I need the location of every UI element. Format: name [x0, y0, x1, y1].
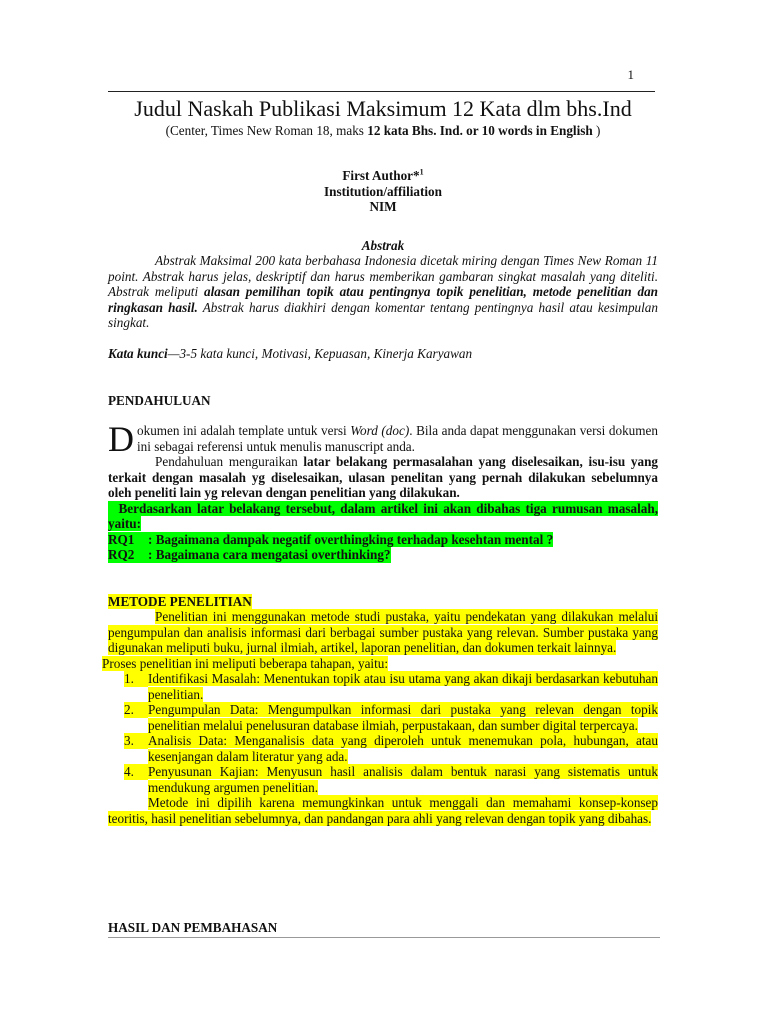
author-block [108, 168, 658, 215]
intro-paragraph-1 [108, 419, 658, 459]
method-p1-text: Penelitian ini menggunakan metode studi pustaka, yaitu pendekatan yang dilakukan melalui pengumpulan dan analisis informasi dari berbagai sumber pustaka yang relevan. Sumber pustaka yang digunakan meliputi buku, jurnal ilmiah, artikel, laporan penelitian, dan dokumen terkait lainnya. [108, 609, 658, 655]
keywords-label: Kata kunci [108, 346, 168, 361]
research-question-2 [108, 547, 658, 563]
intro-paragraph-2 [108, 454, 658, 501]
step-4-text: Penyusunan Kajian: Menyusun hasil analisis dalam bentuk narasi yang sistematis untuk mendukung argumen penelitian. [148, 764, 658, 795]
introduction-body [108, 419, 659, 563]
title-instructions-end: ) [592, 123, 601, 138]
intro-p1-italic: Word (doc) [350, 423, 410, 438]
rq1-label: RQ1 [108, 531, 135, 547]
rq2-label: RQ2 [108, 547, 135, 562]
method-heading-text: METODE PENELITIAN [108, 593, 252, 609]
method-paragraph-1 [108, 609, 658, 656]
intro-p1-text-a: okumen ini adalah template untuk versi [137, 423, 351, 438]
document-body [102, 96, 659, 826]
step-3-text: Analisis Data: Menganalisis data yang diperoleh untuk menemukan pola, hubungan, atau kesenjangan dalam literatur yang ada. [148, 733, 658, 764]
footer-rule [108, 937, 660, 938]
abstract-paragraph [108, 253, 658, 331]
rq1-highlight [108, 532, 553, 548]
drop-cap: D [108, 419, 134, 459]
step-2-number: 2. [124, 702, 148, 718]
keywords-line [108, 346, 658, 362]
step-1-number: 1. [124, 671, 148, 687]
title-instructions-bold: 12 kata Bhs. Ind. or 10 words in English [367, 123, 593, 138]
step-3-number: 3. [124, 733, 148, 749]
header-rule [108, 91, 655, 92]
title-instructions [108, 123, 658, 138]
author-institution: Institution/affiliation [324, 183, 442, 199]
method-closing-text: Metode ini dipilih karena memungkinkan untuk menggali dan memahami konsep-konsep teoritis, hasil penelitian sebelumnya, dan pandangan para ahli yang relevan dengan topik yang dibahas. [108, 795, 658, 826]
list-item [108, 671, 658, 702]
section-heading-introduction: PENDAHULUAN [108, 392, 211, 408]
method-steps-intro-text: Proses penelitian ini meliputi beberapa tahapan, yaitu: [102, 655, 389, 671]
author-nim: NIM [369, 199, 397, 214]
research-question-1 [108, 532, 658, 548]
method-body [102, 609, 658, 826]
intro-paragraph-3 [108, 501, 658, 532]
author-name-text: First Author* [342, 168, 420, 183]
list-item [108, 733, 658, 764]
abstract-text-bold: alasan pemilihan topik atau pentingnya topik penelitian, metode penelitian dan ringkasan hasil. [108, 284, 658, 315]
rq1-text: : Bagaimana dampak negatif overthingking terhadap kesehtan mental ? [148, 531, 554, 547]
author-affiliation-mark: 1 [419, 167, 424, 177]
title-instructions-text: (Center, Times New Roman 18, maks [165, 123, 368, 138]
author-name [108, 168, 658, 184]
method-steps-intro [102, 656, 658, 672]
intro-p2-bold: latar belakang permasalahan yang diselesaikan, isu-isu yang terkait dengan masalah yg diselesaikan, ulasan penelitan yang pernah dilakukan sebelumnya oleh peneliti lain yg relevan dengan penelitian yang dilakukan. [108, 454, 659, 500]
method-steps-list [108, 671, 658, 795]
section-heading-method [108, 594, 658, 610]
rq2-highlight [108, 547, 391, 563]
section-heading-results: HASIL DAN PEMBAHASAN [108, 920, 278, 935]
step-1-text: Identifikasi Masalah: Menentukan topik atau isu utama yang akan dikaji berdasarkan kebutuhan penelitian. [148, 671, 658, 702]
document-title: Judul Naskah Publikasi Maksimum 12 Kata dlm bhs.Ind [134, 96, 632, 121]
abstract-heading: Abstrak [361, 237, 405, 253]
intro-p3-highlight [108, 501, 658, 532]
page-number: 1 [627, 67, 634, 82]
intro-p3-text: Berdasarkan latar belakang tersebut, dalam artikel ini akan dibahas tiga rumusan masalah, yaitu: [108, 500, 659, 531]
list-item [108, 702, 658, 733]
intro-p1-text-b: . Bila anda dapat menggunakan versi dokumen ini sebagai referensi untuk menulis manuscript anda. [137, 423, 658, 454]
step-2-text: Pengumpulan Data: Mengumpulkan informasi dari pustaka yang relevan dengan topik penelitian melalui penelusuran database ilmiah, perpustakaan, dan sumber digital terpercaya. [148, 702, 658, 733]
intro-p2-text: Pendahuluan menguraikan [155, 454, 304, 469]
abstract-text-2: Abstrak harus diakhiri dengan komentar tentang pentingnya hasil atau kesimpulan singkat. [108, 299, 658, 330]
step-4-number: 4. [124, 764, 148, 780]
list-item [108, 764, 658, 795]
rq2-text: : Bagaimana cara mengatasi overthinking? [148, 547, 391, 562]
keywords-text: —3-5 kata kunci, Motivasi, Kepuasan, Kinerja Karyawan [167, 346, 473, 361]
method-closing-paragraph [108, 795, 658, 826]
abstract-text-1: Abstrak Maksimal 200 kata berbahasa Indonesia dicetak miring dengan Times New Roman 11 point. Abstrak harus jelas, deskriptif dan harus memberikan gambaran singkat masalah yang diteliti. Abstrak meliputi [108, 253, 658, 299]
